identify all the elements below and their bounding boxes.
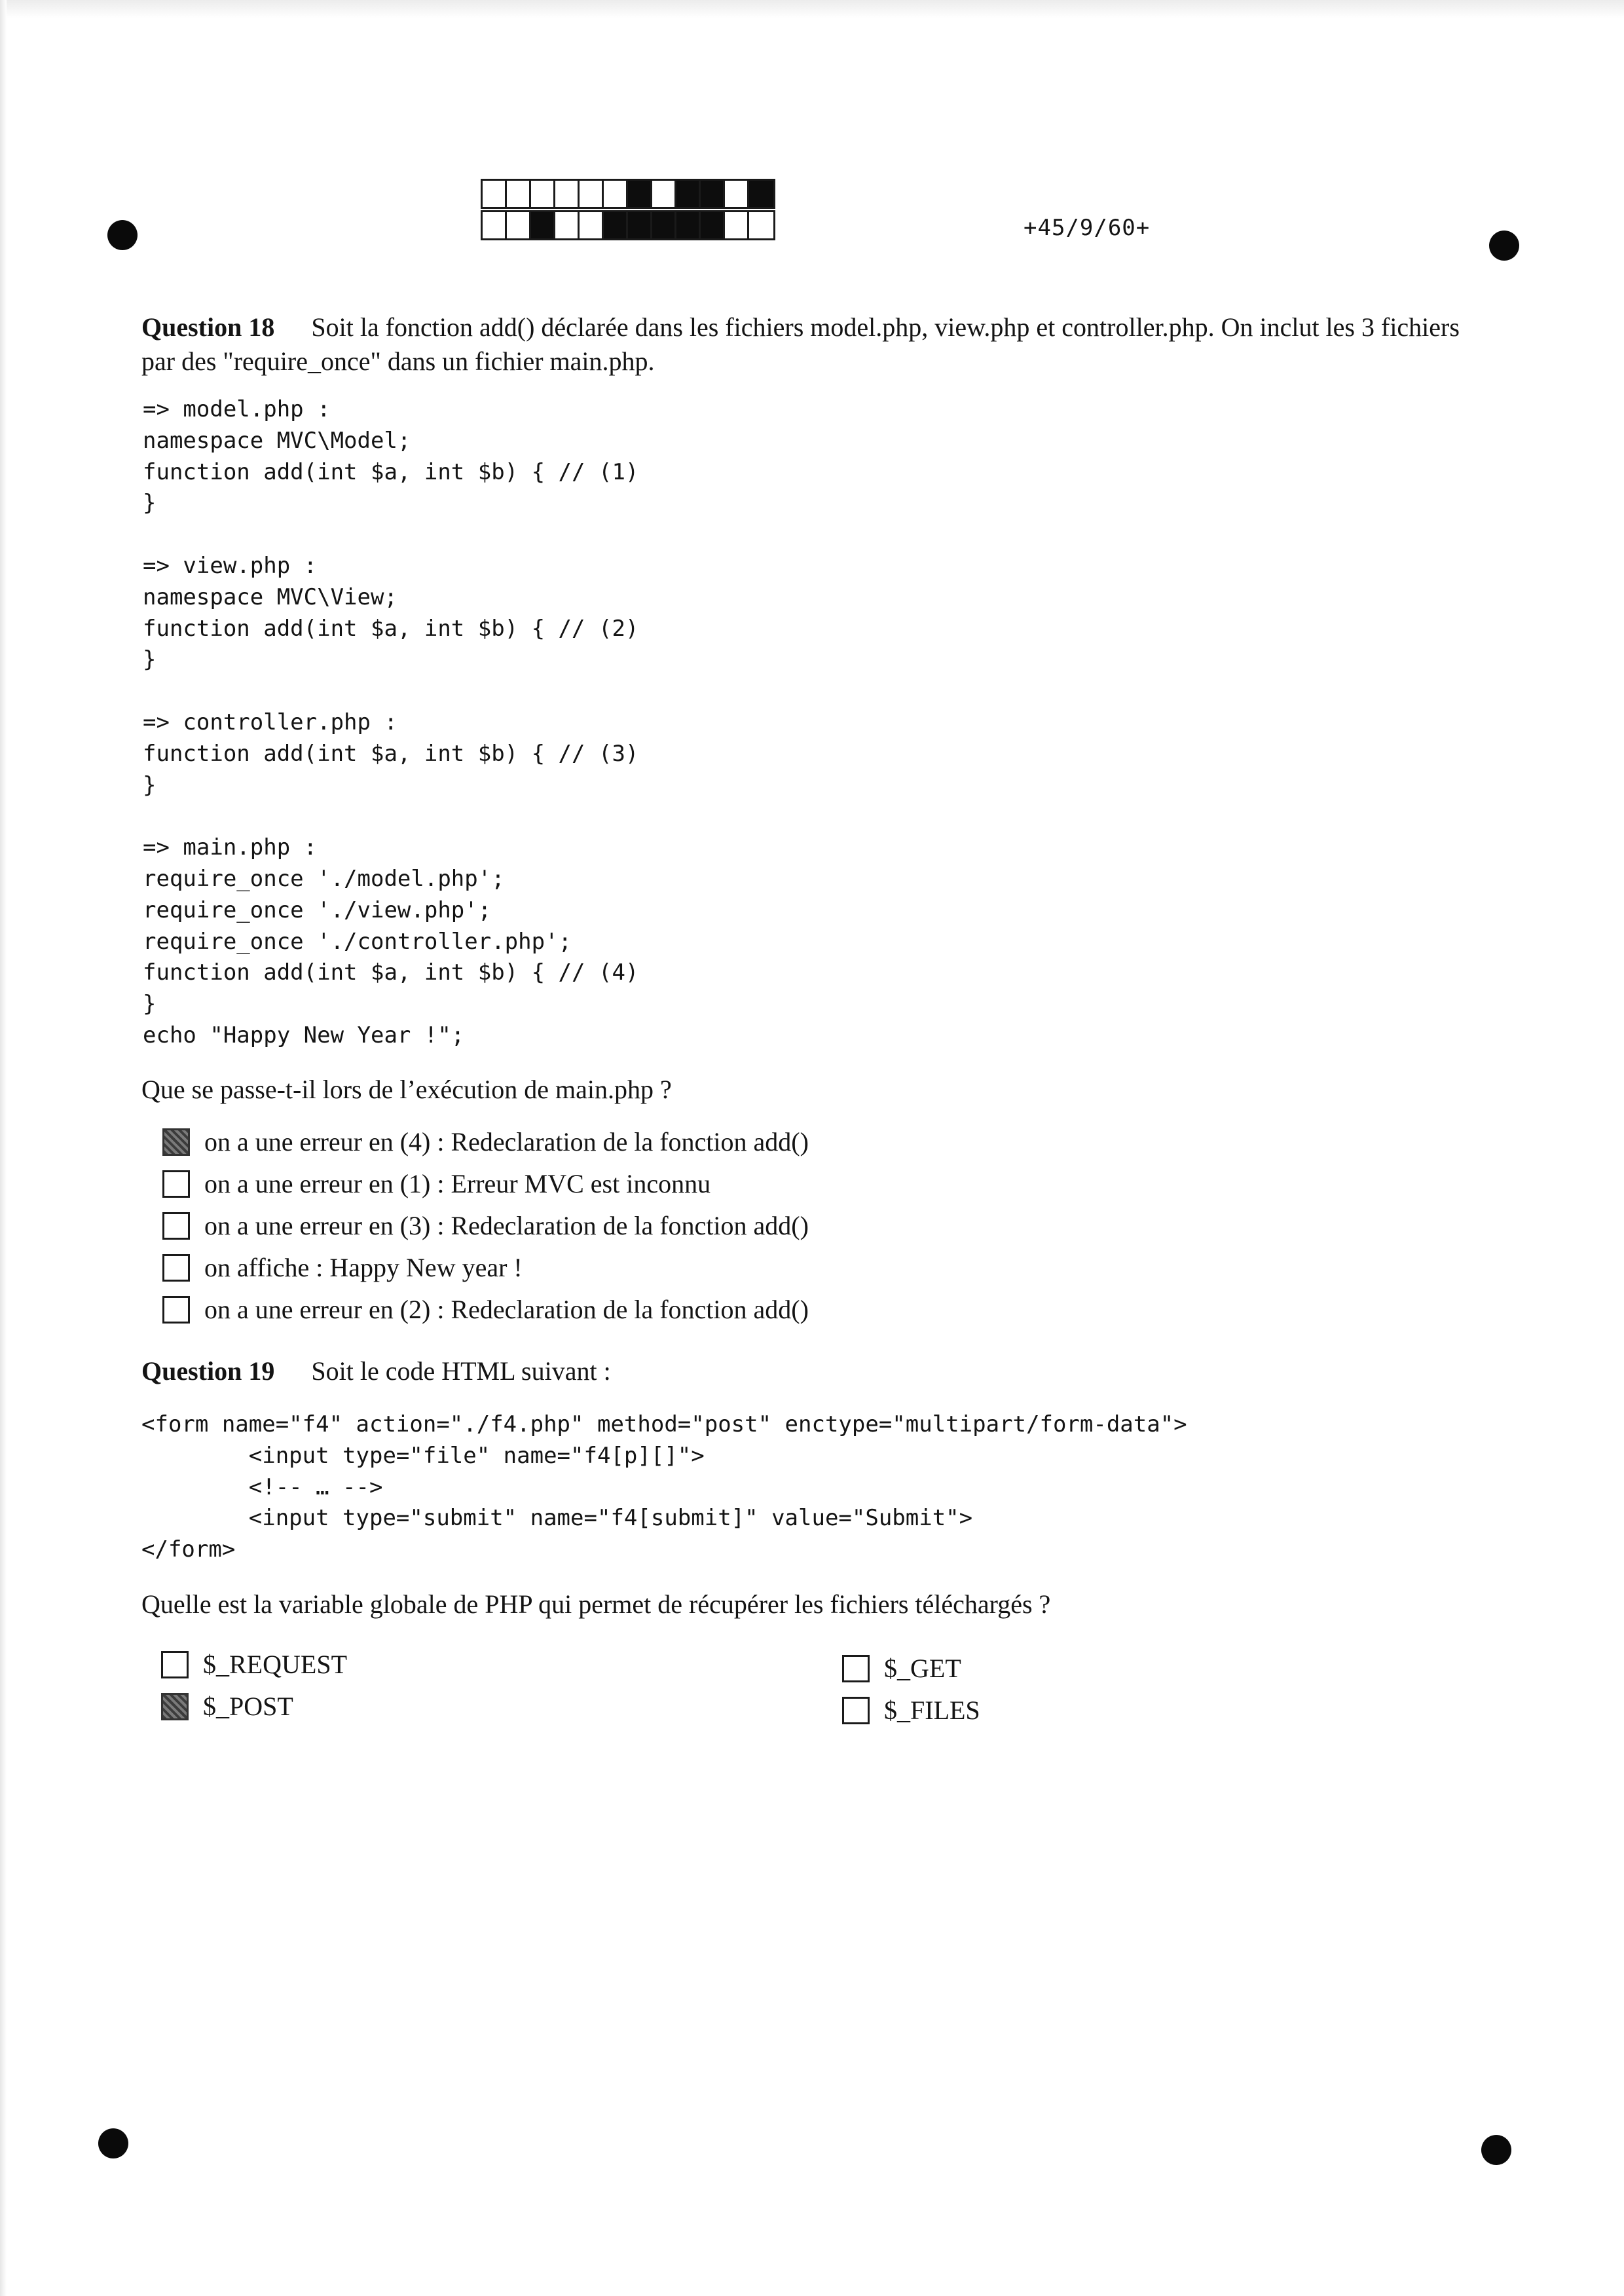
q18-choice-4[interactable] xyxy=(162,1252,523,1283)
barcode-cell xyxy=(483,181,507,207)
barcode-cell xyxy=(531,181,555,207)
barcode-cell xyxy=(580,181,604,207)
q18-checkbox-2[interactable] xyxy=(162,1170,190,1198)
registration-dot-bottom-right xyxy=(1481,2135,1511,2165)
question-18 xyxy=(141,310,1490,379)
q18-choice-5-label: on a une erreur en (2) : Redeclaration de la fonction add() xyxy=(204,1295,809,1324)
barcode-cell xyxy=(628,212,652,238)
q18-checkbox-4[interactable] xyxy=(162,1254,190,1282)
question-18-statement xyxy=(141,310,1490,379)
registration-dot-bottom-left xyxy=(98,2128,128,2158)
q19-choice-post[interactable] xyxy=(161,1691,293,1722)
q18-choice-3[interactable] xyxy=(162,1210,809,1241)
barcode-cell xyxy=(507,212,531,238)
scan-edge-left xyxy=(0,0,7,2296)
question-19-prompt: Quelle est la variable globale de PHP qui permet de récupérer les fichiers téléchargés ? xyxy=(141,1589,1051,1619)
barcode-cell xyxy=(749,212,773,238)
q18-choice-5[interactable] xyxy=(162,1294,809,1325)
barcode-cell xyxy=(507,181,531,207)
barcode-cell xyxy=(604,181,628,207)
barcode-cell xyxy=(701,212,725,238)
q19-choice-request[interactable] xyxy=(161,1649,347,1680)
q19-checkbox-get[interactable] xyxy=(842,1655,870,1682)
q19-choice-request-label: $_REQUEST xyxy=(203,1650,347,1679)
question-19-number: Question 19 xyxy=(141,1356,275,1386)
q19-choice-get-label: $_GET xyxy=(884,1654,961,1683)
question-18-text-line1: Soit la fonction add() déclarée dans les fichiers model.php, view.php et controller.php. On inclut les 3 fichiers xyxy=(311,312,1460,342)
question-19-code: <form name="f4" action="./f4.php" method="post" enctype="multipart/form-data"> <input type="file" name="f4[p][]"> <!-- … --> <input type="submit" name="f4[submit]" value="Submit"> </form> xyxy=(141,1411,1187,1563)
q18-checkbox-3[interactable] xyxy=(162,1212,190,1240)
q18-checkbox-5[interactable] xyxy=(162,1296,190,1324)
barcode-cell xyxy=(725,181,749,207)
q18-choice-2-label: on a une erreur en (1) : Erreur MVC est inconnu xyxy=(204,1169,711,1198)
barcode-cell xyxy=(555,212,580,238)
q18-choice-3-label: on a une erreur en (3) : Redeclaration de la fonction add() xyxy=(204,1211,809,1240)
q18-choice-1-label: on a une erreur en (4) : Redeclaration de la fonction add() xyxy=(204,1127,809,1157)
question-19-statement xyxy=(141,1354,611,1388)
barcode-row-top xyxy=(481,179,775,209)
question-18-code: => model.php : namespace MVC\Model; function add(int $a, int $b) { // (1) } => view.php : namespace MVC\View; function add(int $a, int $b) { // (2) } => controller.php : function add(int $a, int $b) { // (3) } => main.php : require_once './model.php'; require_once './view.php'; require_once './controller.php'; function add(int $a, int $b) { // (4) } echo "Happy New Year !"; xyxy=(143,396,639,1048)
barcode-cell xyxy=(701,181,725,207)
barcode-cell xyxy=(580,212,604,238)
question-18-prompt: Que se passe-t-il lors de l’exécution de main.php ? xyxy=(141,1075,672,1104)
q19-checkbox-request[interactable] xyxy=(161,1651,189,1678)
barcode-row-bottom xyxy=(481,210,775,240)
q19-choice-post-label: $_POST xyxy=(203,1692,293,1721)
registration-dot-top-left xyxy=(107,220,138,250)
barcode-cell xyxy=(531,212,555,238)
scan-edge-top xyxy=(0,0,1624,18)
barcode-cell xyxy=(725,212,749,238)
q19-choice-files-label: $_FILES xyxy=(884,1695,980,1725)
barcode-cell xyxy=(652,181,676,207)
q19-choice-get[interactable] xyxy=(842,1653,961,1684)
q18-checkbox-1[interactable] xyxy=(162,1128,190,1156)
barcode-cell xyxy=(676,212,701,238)
q18-choice-1[interactable] xyxy=(162,1126,809,1157)
barcode-cell xyxy=(749,181,773,207)
q19-choice-files[interactable] xyxy=(842,1695,980,1726)
barcode-cell xyxy=(483,212,507,238)
question-19-text: Soit le code HTML suivant : xyxy=(311,1356,611,1386)
barcode-cell xyxy=(628,181,652,207)
barcode-cell xyxy=(604,212,628,238)
q19-checkbox-files[interactable] xyxy=(842,1697,870,1724)
q19-checkbox-post[interactable] xyxy=(161,1693,189,1720)
barcode-cell xyxy=(652,212,676,238)
page-id: +45/9/60+ xyxy=(1024,215,1151,241)
registration-dot-top-right xyxy=(1489,231,1519,261)
q18-choice-4-label: on affiche : Happy New year ! xyxy=(204,1253,523,1282)
question-18-number: Question 18 xyxy=(141,312,275,342)
q18-choice-2[interactable] xyxy=(162,1168,710,1199)
barcode-cell xyxy=(555,181,580,207)
barcode-cell xyxy=(676,181,701,207)
question-18-text-line2: par des "require_once" dans un fichier main.php. xyxy=(141,346,655,376)
